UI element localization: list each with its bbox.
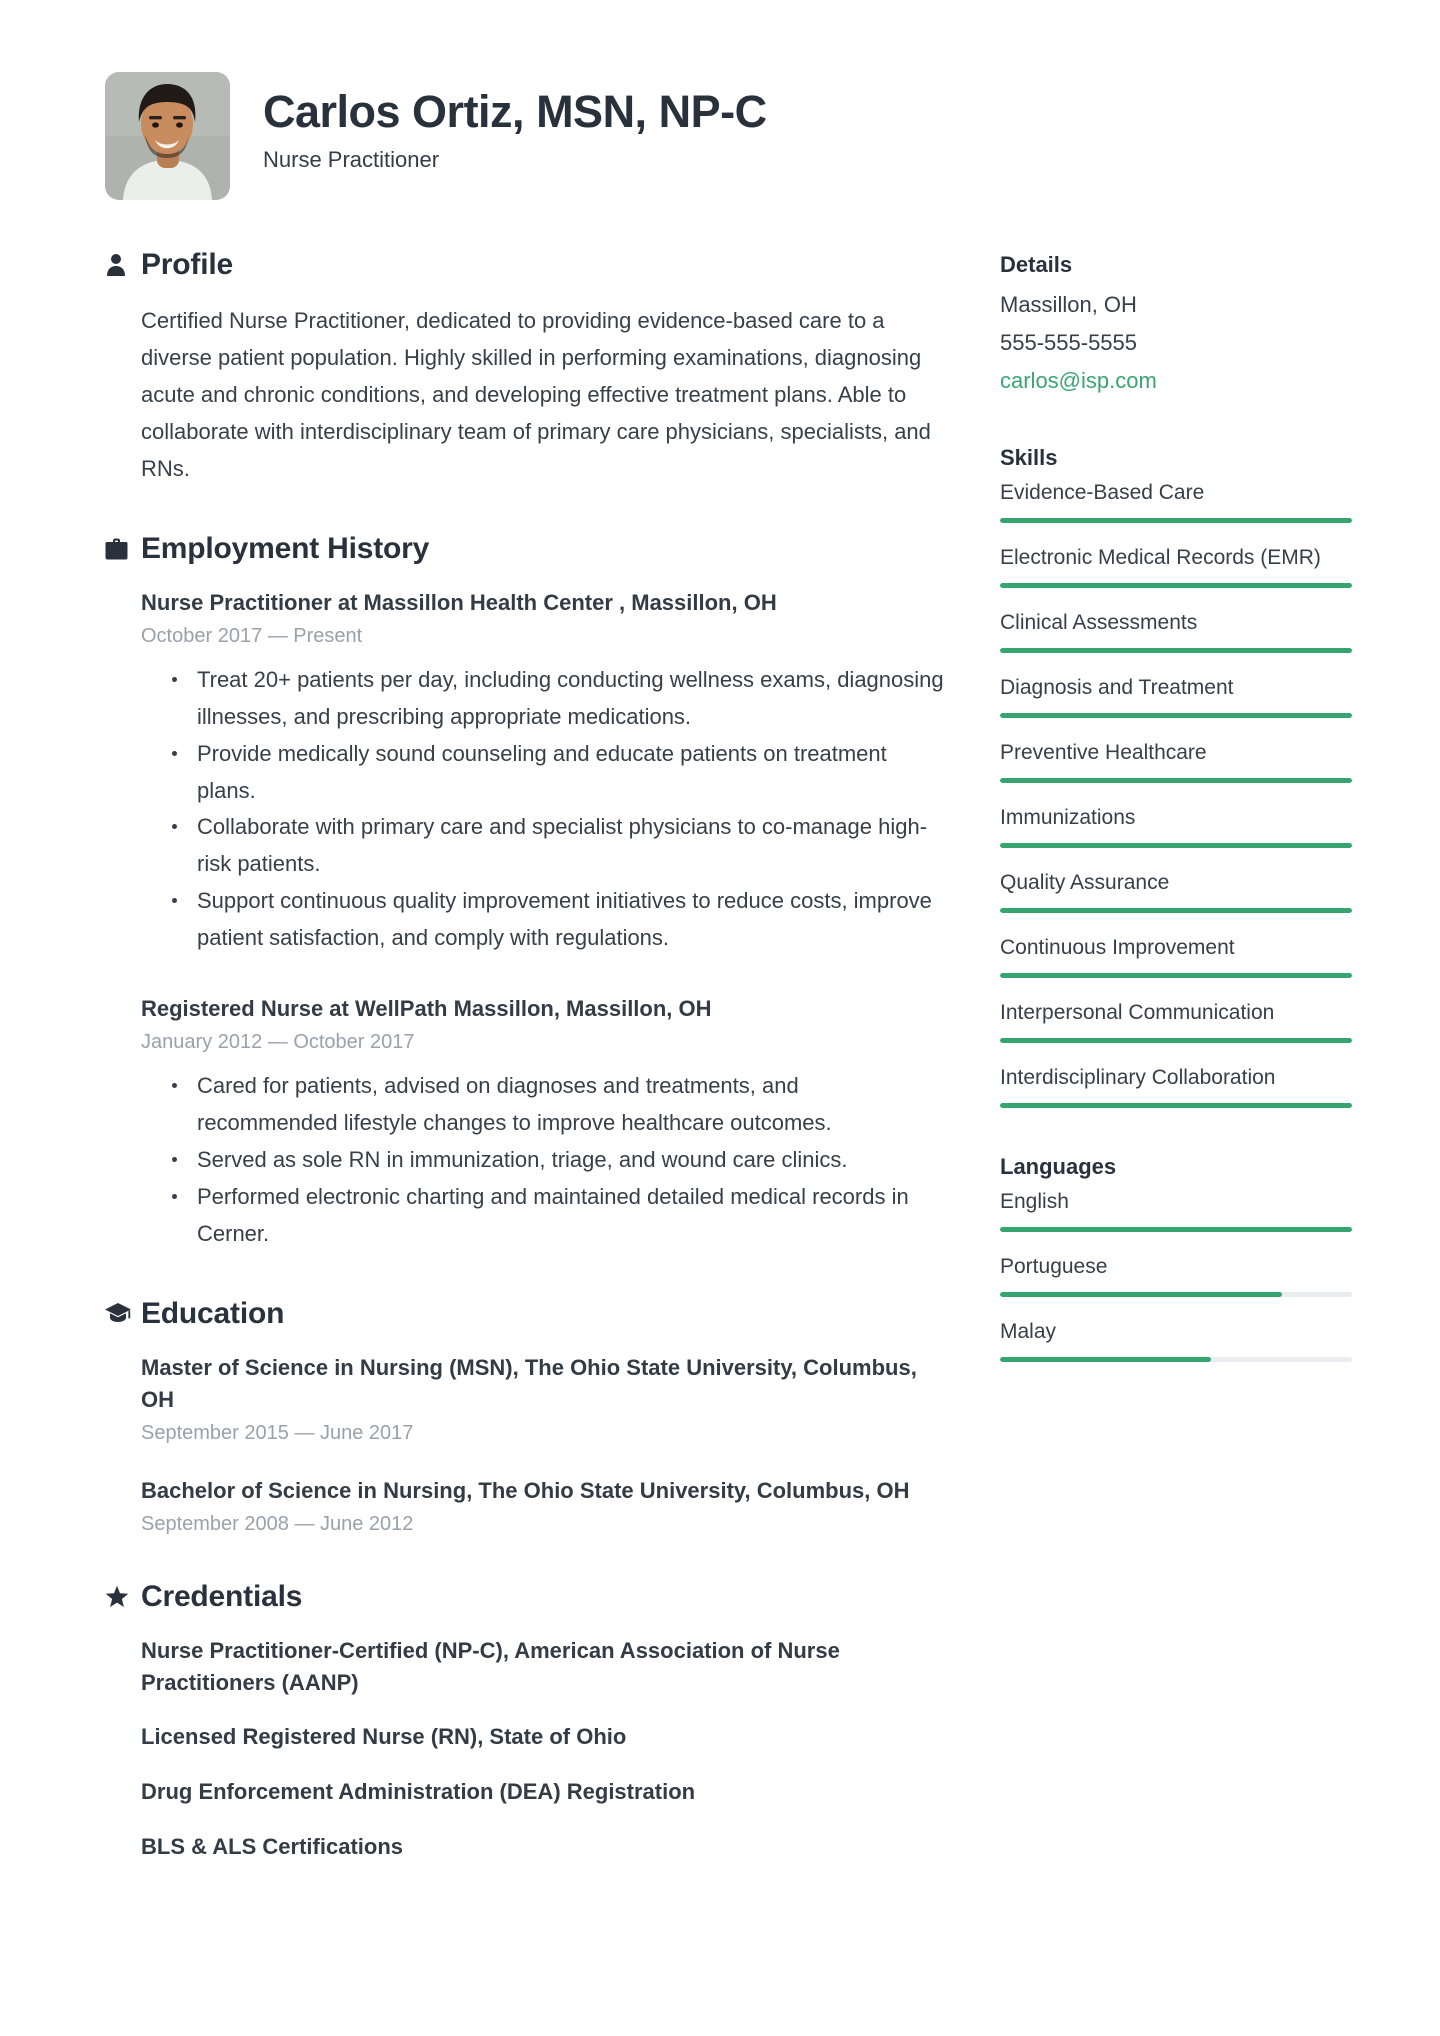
language-meter	[1000, 1357, 1352, 1362]
skill-item	[1000, 804, 1352, 848]
language-item	[1000, 1188, 1352, 1232]
job-bullet: Support continuous quality improvement initiatives to reduce costs, improve patient satisfaction, and comply with regulations.	[141, 883, 945, 957]
skill-item	[1000, 934, 1352, 978]
job-title: Nurse Practitioner at Massillon Health Center , Massillon, OH	[141, 589, 777, 615]
candidate-title: Nurse Practitioner	[263, 146, 440, 172]
skill-meter	[1000, 583, 1352, 588]
skill-meter	[1000, 843, 1352, 848]
skills-group	[1000, 445, 1352, 1108]
person-icon	[105, 253, 141, 277]
skill-label: Continuous Improvement	[1000, 936, 1235, 960]
degree-title: Master of Science in Nursing (MSN), The Ohio State University, Columbus, OH	[141, 1354, 917, 1412]
degree-title: Bachelor of Science in Nursing, The Ohio State University, Columbus, OH	[141, 1477, 910, 1503]
job-dates: October 2017 — Present	[141, 624, 363, 647]
skill-label: Clinical Assessments	[1000, 611, 1198, 635]
header-text	[263, 72, 767, 173]
job-entry	[141, 993, 945, 1253]
languages-group	[1000, 1154, 1352, 1362]
profile-heading: Profile	[141, 248, 233, 281]
section-education	[105, 1297, 945, 1536]
skill-label: Interpersonal Communication	[1000, 1001, 1275, 1025]
profile-photo-illustration	[105, 72, 230, 200]
credential-item: Drug Enforcement Administration (DEA) Registration	[141, 1779, 696, 1805]
education-dates: September 2008 — June 2012	[141, 1512, 414, 1535]
skill-meter	[1000, 1038, 1352, 1043]
star-icon	[105, 1585, 141, 1608]
languages-heading: Languages	[1000, 1154, 1117, 1180]
education-entry	[141, 1352, 945, 1445]
language-item	[1000, 1253, 1352, 1297]
skill-meter	[1000, 908, 1352, 913]
skill-meter	[1000, 778, 1352, 783]
section-profile	[105, 248, 945, 488]
job-bullet-list	[141, 662, 945, 958]
education-dates: September 2015 — June 2017	[141, 1421, 414, 1444]
job-bullet: Provide medically sound counseling and educate patients on treatment plans.	[141, 736, 945, 810]
skill-meter	[1000, 648, 1352, 653]
skill-meter	[1000, 713, 1352, 718]
profile-photo	[105, 72, 230, 200]
job-bullet: Collaborate with primary care and specialist physicians to co-manage high-risk patients.	[141, 809, 945, 883]
skill-label: Immunizations	[1000, 806, 1136, 830]
language-meter	[1000, 1292, 1352, 1297]
skill-item	[1000, 739, 1352, 783]
skill-meter	[1000, 973, 1352, 978]
language-label: Malay	[1000, 1320, 1057, 1344]
language-item	[1000, 1318, 1352, 1362]
job-bullet: Cared for patients, advised on diagnoses and treatments, and recommended lifestyle changes to improve healthcare outcomes.	[141, 1068, 945, 1142]
education-heading: Education	[141, 1296, 285, 1330]
job-entry	[141, 587, 945, 958]
skill-label: Diagnosis and Treatment	[1000, 676, 1234, 700]
job-bullet: Served as sole RN in immunization, triage, and wound care clinics.	[141, 1142, 945, 1179]
skill-item	[1000, 1064, 1352, 1108]
location-text: Massillon, OH	[1000, 292, 1137, 317]
email-link[interactable]: carlos@isp.com	[1000, 367, 1157, 393]
language-label: English	[1000, 1190, 1069, 1214]
skills-heading: Skills	[1000, 445, 1058, 471]
section-credentials	[105, 1580, 945, 1863]
skill-item	[1000, 479, 1352, 523]
skill-meter	[1000, 1103, 1352, 1108]
skill-meter	[1000, 518, 1352, 523]
skill-item	[1000, 609, 1352, 653]
job-bullet: Performed electronic charting and maintained detailed medical records in Cerner.	[141, 1179, 945, 1253]
section-employment	[105, 532, 945, 1253]
sidebar-column	[1000, 248, 1352, 1907]
job-title: Registered Nurse at WellPath Massillon, Massillon, OH	[141, 996, 712, 1022]
credential-item: Licensed Registered Nurse (RN), State of Ohio	[141, 1724, 627, 1750]
credential-item: Nurse Practitioner-Certified (NP-C), American Association of Nurse Practitioners (AANP)	[141, 1637, 840, 1695]
job-dates: January 2012 — October 2017	[141, 1031, 415, 1054]
education-entry	[141, 1475, 945, 1536]
credential-item: BLS & ALS Certifications	[141, 1834, 403, 1860]
main-column	[105, 248, 945, 1907]
profile-summary: Certified Nurse Practitioner, dedicated to providing evidence-based care to a diverse patient population. Highly skilled in performing examinations, diagnosing acute and chronic conditions, and developing effective treatment plans. Able to collaborate with interdisciplinary team of primary care physicians, specialists, and RNs.	[141, 308, 931, 481]
credentials-heading: Credentials	[141, 1579, 303, 1613]
skill-label: Electronic Medical Records (EMR)	[1000, 546, 1321, 570]
skill-label: Interdisciplinary Collaboration	[1000, 1066, 1276, 1090]
skill-label: Preventive Healthcare	[1000, 741, 1207, 765]
graduation-cap-icon	[105, 1303, 141, 1325]
skill-label: Evidence-Based Care	[1000, 481, 1205, 505]
resume-header	[105, 72, 1352, 200]
details-heading: Details	[1000, 252, 1073, 277]
candidate-name: Carlos Ortiz, MSN, NP-C	[263, 86, 767, 137]
job-bullet-list	[141, 1068, 945, 1253]
phone-text: 555-555-5555	[1000, 329, 1138, 355]
employment-heading: Employment History	[141, 531, 430, 565]
column-gap	[945, 248, 1000, 1907]
skill-label: Quality Assurance	[1000, 871, 1170, 895]
job-bullet: Treat 20+ patients per day, including conducting wellness exams, diagnosing illnesses, and prescribing appropriate medications.	[141, 662, 945, 736]
skill-item	[1000, 544, 1352, 588]
language-meter	[1000, 1227, 1352, 1232]
skill-item	[1000, 869, 1352, 913]
details-group	[1000, 252, 1352, 399]
briefcase-icon	[105, 538, 141, 560]
language-label: Portuguese	[1000, 1255, 1108, 1279]
skill-item	[1000, 999, 1352, 1043]
skill-item	[1000, 674, 1352, 718]
